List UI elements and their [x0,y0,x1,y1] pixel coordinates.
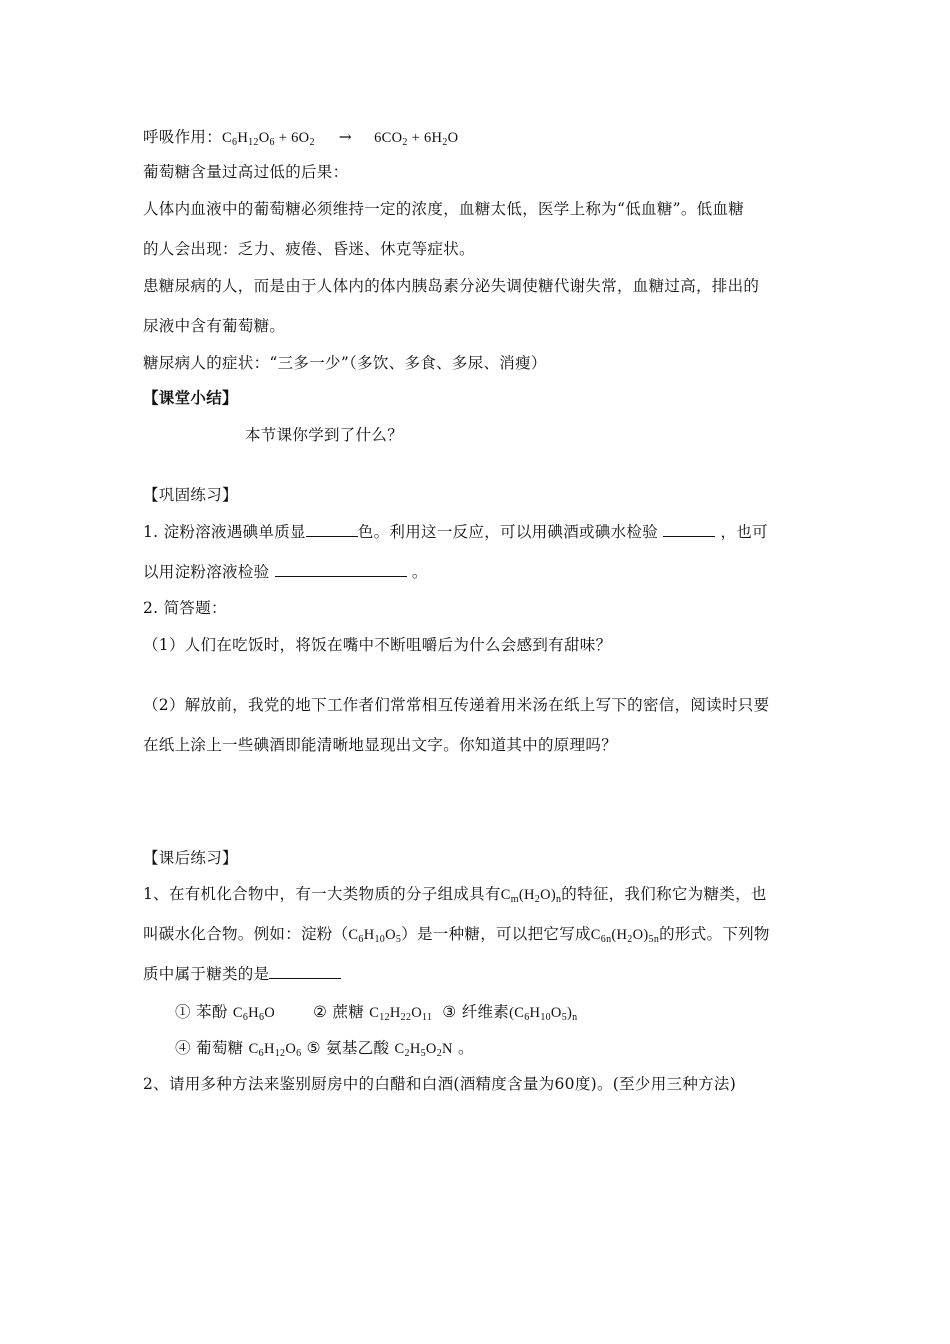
paragraph-line: 人体内血液中的葡萄糖必须维持一定的浓度，血糖太低，医学上称为“低血糖”。低血糖 [143,200,745,218]
homework-1-line-3: 质中属于糖类的是 [143,964,341,984]
option-4: ④ 葡萄糖 $C_6H_{12}O_6$ [175,1039,302,1059]
oxygen-formula: $6O_2$ [291,130,315,148]
paragraph-line: 尿液中含有葡萄糖。 [143,317,286,335]
question-2-2-line-1: （2）解放前，我党的地下工作者们常常相互传递着用米汤在纸上写下的密信，阅读时只要 [143,696,770,714]
respiration-equation [143,127,458,148]
question-2: 2. 简答题： [143,599,227,617]
summary-question: 本节课你学到了什么？ [245,426,404,444]
option-2: ② 蔗糖 $C_{12}H_{22}O_{11}$ [313,1003,433,1023]
answer-blank[interactable] [275,562,407,577]
option-5: ⑤ 氨基乙酸 $C_2H_5O_2N$ 。 [301,1039,474,1059]
glucose-formula: $C_6H_{12}O_6$ [222,130,275,148]
homework-2: 2、请用多种方法来鉴别厨房中的白醋和白酒(酒精度含量为60度)。(至少用三种方法) [143,1075,737,1093]
section-heading-summary: 【课堂小结】 [143,388,238,407]
paragraph-line: 葡萄糖含量过高过低的后果： [143,163,349,181]
question-2-2-line-2: 在纸上涂上一些碘酒即能清晰地显现出文字。你知道其中的原理吗？ [143,736,618,754]
section-heading-homework: 【课后练习】 [143,849,238,867]
option-3: ③ 纤维素$(C_6H_{10}O_5)_n$ [442,1003,578,1023]
plus-sign: + [274,130,292,146]
plus-sign: + [407,130,424,146]
question-1-line-1: 1. 淀粉溶液遇碘单质显 色。利用这一反应，可以用碘酒或碘水检验 ，也可 [143,523,768,541]
question-1-line-2: 以用淀粉溶液检验 。 [143,563,428,581]
water-formula: $6H_2O$ [424,130,459,148]
paragraph-line: 的人会出现：乏力、疲倦、昏迷、休克等症状。 [143,240,475,258]
answer-blank[interactable] [306,522,358,537]
options-line-2 [175,1038,474,1059]
paragraph-line: 糖尿病人的症状：“三多一少”（多饮、多食、多尿、消瘦） [143,354,547,372]
equation-label: 呼吸作用： [143,128,223,146]
paragraph-line: 患糖尿病的人，而是由于人体内的体内胰岛素分泌失调使糖代谢失常，血糖过高，排出的 [143,277,760,295]
co2-formula: $6CO_2$ [374,130,408,148]
homework-1-line-2: 叫碳水化合物。例如：淀粉$(C_6H_{10}O_5)$是一种糖，可以把它写成$C_{6n}(H_2O)_{5n}$的形式。下列物 [143,925,770,945]
question-2-1: （1）人们在吃饭时，将饭在嘴中不断咀嚼后为什么会感到有甜味？ [143,636,612,654]
answer-blank[interactable] [663,522,715,537]
answer-blank[interactable] [269,964,341,979]
section-heading-practice: 【巩固练习】 [143,486,238,504]
reaction-arrow: → [338,128,353,146]
option-1: ① 苯酚 $C_6H_6O$ [175,1003,276,1023]
options-line-1 [175,1002,577,1023]
homework-1-line-1: 1、在有机化合物中，有一大类物质的分子组成具有$C_m(H_2O)_n$的特征，我们称它为糖类，也 [143,885,767,905]
